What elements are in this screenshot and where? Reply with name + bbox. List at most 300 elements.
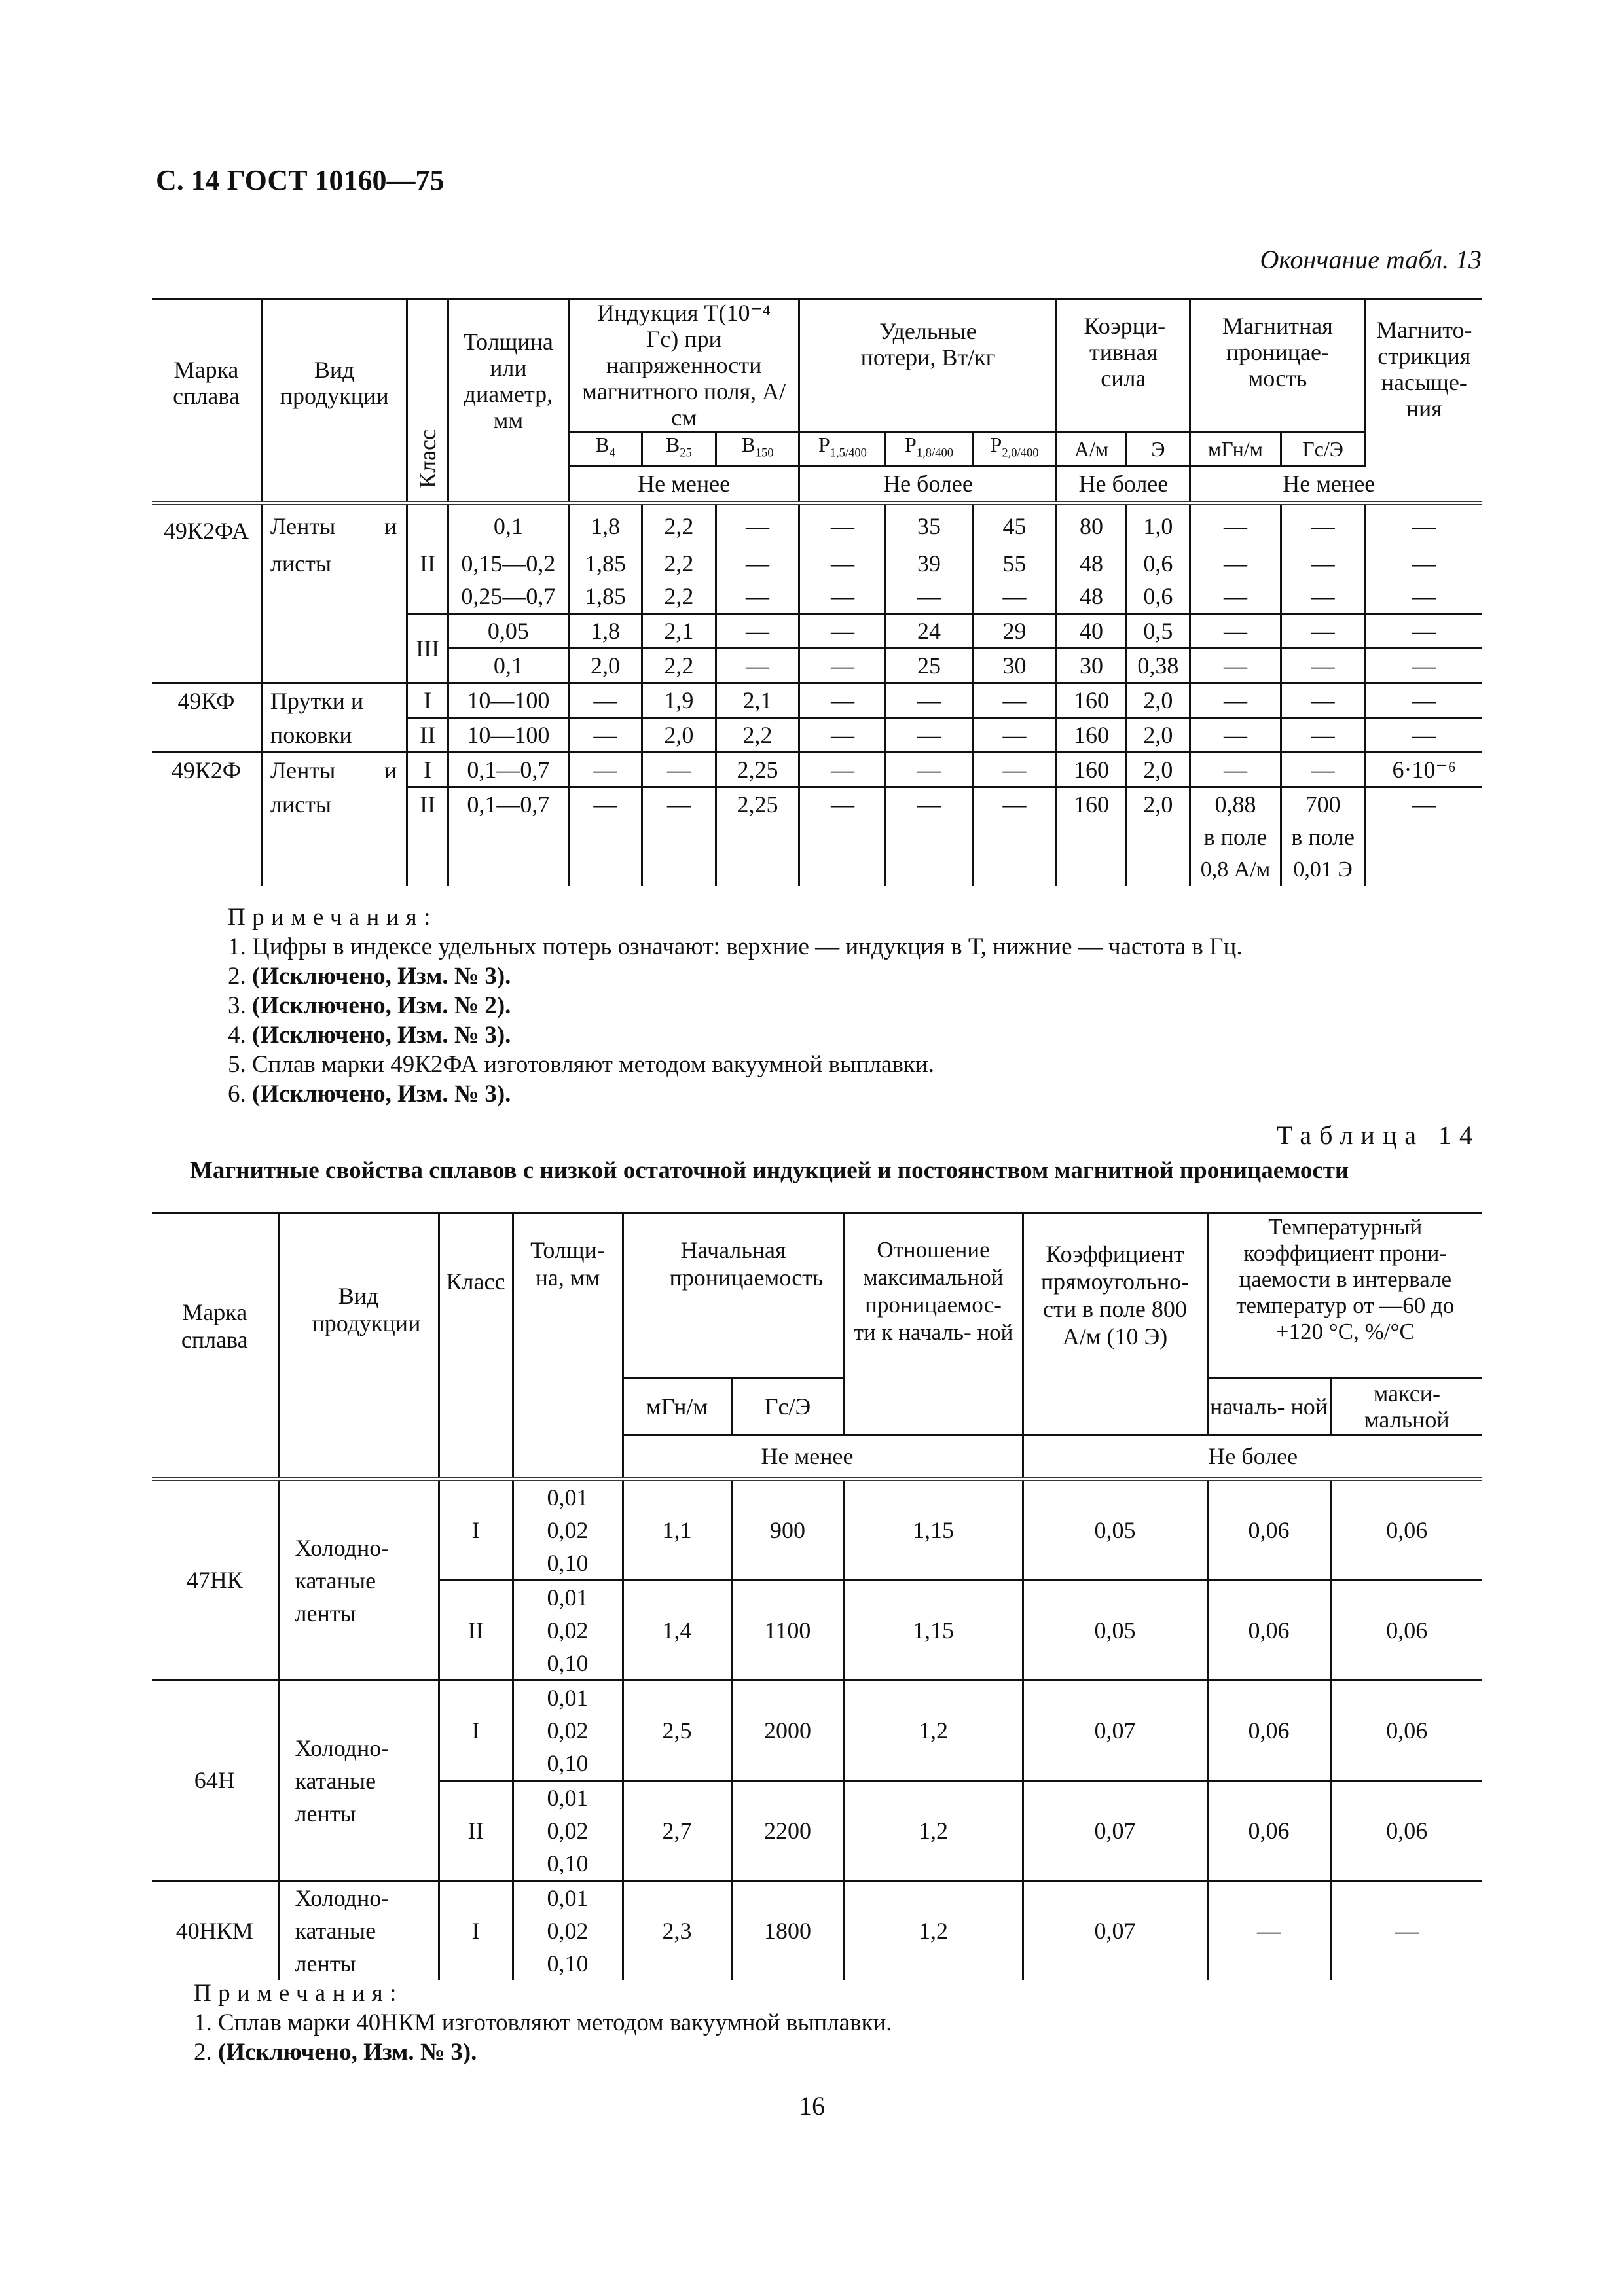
header-am: А/м — [1057, 432, 1126, 466]
cell-p15 — [799, 853, 886, 886]
cell-p20: 29 — [972, 614, 1057, 649]
cell-am: 160 — [1057, 787, 1126, 821]
cell-temp-maximal: — — [1330, 1881, 1482, 1981]
cell-mgn: 2,3 — [623, 1881, 731, 1981]
header-losses-not-more: Не более — [799, 466, 1057, 503]
cell-class: II — [407, 547, 448, 580]
cell-grade — [152, 821, 261, 853]
cell-p18: — — [886, 753, 972, 787]
header-thickness: Толщина или диаметр, мм — [448, 299, 568, 503]
cell-product — [261, 580, 407, 614]
cell-mgn: 0,8 А/м — [1190, 853, 1281, 886]
table-row — [152, 1681, 1482, 1781]
cell-gso: — — [1281, 547, 1365, 580]
cell-b150: — — [716, 649, 799, 683]
cell-p18: — — [886, 718, 972, 753]
cell-ratio: 1,2 — [844, 1781, 1023, 1881]
header-b25: $B_{25}$ — [642, 432, 716, 466]
cell-thickness: 0,15—0,2 — [448, 547, 568, 580]
cell-oe: 0,38 — [1126, 649, 1190, 683]
cell-am: 160 — [1057, 753, 1126, 787]
cell-am — [1057, 821, 1126, 853]
cell-gso: — — [1281, 649, 1365, 683]
cell-p18: — — [886, 683, 972, 718]
cell-b4 — [568, 853, 642, 886]
header-induction-not-less: Не менее — [568, 466, 799, 503]
header-oe: Э — [1126, 432, 1190, 466]
cell-thickness — [513, 1681, 623, 1781]
header-losses: Удельные потери, Вт/кг — [799, 299, 1057, 432]
cell-grade — [152, 614, 261, 649]
cell-temp-initial: 0,06 — [1207, 1681, 1330, 1781]
cell-b4: — — [568, 787, 642, 821]
cell-oe: 0,6 — [1126, 580, 1190, 614]
cell-grade: 47НК — [152, 1479, 278, 1681]
cell-p20: 45 — [972, 503, 1057, 548]
cell-temp-initial: — — [1207, 1881, 1330, 1981]
thickness-value: 0,01 — [547, 1585, 589, 1611]
cell-ratio: 1,2 — [844, 1881, 1023, 1981]
cell-thickness — [513, 1581, 623, 1681]
note-2: 2. (Исключено, Изм. № 3). — [194, 2039, 477, 2066]
cell-p18: — — [886, 787, 972, 821]
cell-class: II — [439, 1581, 513, 1681]
header-coercive: Коэрци- тивная сила — [1057, 299, 1190, 432]
table-row — [152, 683, 1482, 718]
cell-ratio: 1,15 — [844, 1581, 1023, 1681]
table-14-header-row-1 — [152, 1213, 1482, 1378]
cell-oe: 2,0 — [1126, 718, 1190, 753]
cell-grade — [152, 853, 261, 886]
note-1: 1. Сплав марки 40НКМ изготовляют методом вакуумной выплавки. — [194, 2009, 892, 2036]
cell-class — [407, 853, 448, 886]
cell-p18 — [886, 853, 972, 886]
cell-oe — [1126, 821, 1190, 853]
thickness-value: 0,10 — [547, 1750, 589, 1776]
cell-p18: 24 — [886, 614, 972, 649]
cell-p20: — — [972, 787, 1057, 821]
cell-p18: — — [886, 580, 972, 614]
cell-ratio: 1,15 — [844, 1479, 1023, 1581]
page-header: С. 14 ГОСТ 10160—75 — [156, 164, 445, 196]
cell-gso: — — [1281, 718, 1365, 753]
thickness-value: 0,02 — [547, 1517, 589, 1543]
cell-magnetostriction: 6·10⁻⁶ — [1365, 753, 1482, 787]
cell-oe: 2,0 — [1126, 683, 1190, 718]
cell-b150: 2,2 — [716, 718, 799, 753]
cell-b4: 2,0 — [568, 649, 642, 683]
table-row — [152, 1881, 1482, 1981]
header-grade: Марка сплава — [152, 1213, 278, 1479]
cell-b25 — [642, 853, 716, 886]
cell-gso: 2000 — [731, 1681, 844, 1781]
table-continuation-caption: Окончание табл. 13 — [1260, 245, 1482, 274]
header-class: Класс — [407, 299, 448, 503]
cell-oe: 1,0 — [1126, 503, 1190, 548]
cell-temp-maximal: 0,06 — [1330, 1681, 1482, 1781]
table-row — [152, 503, 1482, 548]
notes-title: Примечания: — [194, 1980, 403, 2007]
cell-mgn: — — [1190, 718, 1281, 753]
cell-thickness: 0,1 — [448, 503, 568, 548]
cell-rect: 0,07 — [1023, 1881, 1207, 1981]
cell-thickness: 0,05 — [448, 614, 568, 649]
thickness-value: 0,02 — [547, 1617, 589, 1643]
cell-grade: 40НКМ — [152, 1881, 278, 1981]
cell-b25 — [642, 821, 716, 853]
page-number: 16 — [799, 2091, 825, 2121]
cell-b4: 1,8 — [568, 614, 642, 649]
table-13-notes-list — [228, 932, 1243, 1109]
cell-magnetostriction: — — [1412, 550, 1436, 577]
cell-oe: 0,6 — [1126, 547, 1190, 580]
cell-gso: — — [1281, 753, 1365, 787]
cell-p20: — — [972, 580, 1057, 614]
note-3: 3. (Исключено, Изм. № 2). — [228, 992, 511, 1019]
cell-thickness — [513, 1479, 623, 1581]
cell-b25: 2,1 — [642, 614, 716, 649]
cell-b150: 2,1 — [716, 683, 799, 718]
cell-am: 48 — [1057, 580, 1126, 614]
cell-b4: 1,85 — [568, 580, 642, 614]
thickness-value: 0,02 — [547, 1818, 589, 1844]
table-14 — [152, 1212, 1482, 1980]
cell-thickness — [448, 821, 568, 853]
cell-p20: — — [972, 753, 1057, 787]
header-p20: $P_{2,0/400}$ — [972, 432, 1057, 466]
table-row — [152, 649, 1482, 683]
cell-thickness: 0,1 — [448, 649, 568, 683]
cell-class: I — [439, 1881, 513, 1981]
cell-oe — [1126, 853, 1190, 886]
header-p18: $P_{1,8/400}$ — [886, 432, 972, 466]
cell-product: Холодно- катаные ленты — [278, 1881, 439, 1981]
cell-thickness — [513, 1781, 623, 1881]
thickness-value: 0,01 — [547, 1785, 589, 1811]
cell-am: 160 — [1057, 718, 1126, 753]
cell-gso: 2200 — [731, 1781, 844, 1881]
cell-thickness: 0,25—0,7 — [448, 580, 568, 614]
cell-mgn: 1,4 — [623, 1581, 731, 1681]
cell-grade — [152, 787, 261, 821]
cell-oe: 2,0 — [1126, 787, 1190, 821]
cell-product — [261, 853, 407, 886]
cell-grade: 64Н — [152, 1681, 278, 1881]
note-5: 5. Сплав марки 49К2ФА изготовляют методом вакуумной выплавки. — [228, 1051, 935, 1078]
table-row — [152, 718, 1482, 753]
cell-b150: — — [716, 547, 799, 580]
cell-class — [407, 580, 448, 614]
cell-class: I — [439, 1681, 513, 1781]
cell-rect: 0,07 — [1023, 1681, 1207, 1781]
cell-am: 160 — [1057, 683, 1126, 718]
cell-p18: 39 — [886, 547, 972, 580]
cell-magnetostriction: — — [1365, 787, 1482, 821]
cell-p20 — [972, 853, 1057, 886]
cell-thickness: 0,1—0,7 — [448, 753, 568, 787]
header-mgn: мГн/м — [1190, 432, 1281, 466]
cell-p15: — — [799, 547, 886, 580]
cell-p15 — [799, 821, 886, 853]
header-gso: Гс/Э — [1281, 432, 1365, 466]
cell-p15: — — [799, 753, 886, 787]
cell-b4: — — [568, 753, 642, 787]
table-14-title: Магнитные свойства сплавов с низкой остаточной индукцией и постоянством магнитной проницаемости — [190, 1157, 1349, 1184]
header-not-more: Не более — [1023, 1435, 1482, 1479]
cell-thickness — [448, 853, 568, 886]
header-gso: Гс/Э — [731, 1378, 844, 1435]
cell-product: листы — [261, 547, 407, 580]
cell-gso: — — [1281, 503, 1365, 548]
cell-grade — [152, 580, 261, 614]
table-row — [152, 614, 1482, 649]
cell-mgn: — — [1190, 580, 1281, 614]
notes-title: Примечания: — [228, 904, 437, 931]
table-13-notes — [228, 903, 437, 932]
header-induction: Индукция Т(10⁻⁴ Гс) при напряженности магнитного поля, А/см — [568, 299, 799, 432]
cell-p20: — — [972, 683, 1057, 718]
cell-p15: — — [799, 718, 886, 753]
cell-magnetostriction — [1365, 821, 1482, 853]
cell-oe: 2,0 — [1126, 753, 1190, 787]
table-row — [152, 580, 1482, 614]
header-product: Вид продукции — [261, 299, 407, 466]
cell-p18: 35 — [886, 503, 972, 548]
cell-b150: 2,25 — [716, 787, 799, 821]
cell-p20 — [972, 821, 1057, 853]
cell-grade: 49К2ФА — [152, 503, 261, 548]
cell-product: Ленты и — [261, 503, 407, 548]
cell-p15: — — [799, 614, 886, 649]
cell-magnetostriction: — — [1365, 614, 1482, 649]
cell-class: I — [407, 753, 448, 787]
note-4: 4. (Исключено, Изм. № 3). — [228, 1022, 511, 1049]
cell-p15: — — [799, 580, 886, 614]
thickness-value: 0,10 — [547, 1550, 589, 1576]
cell-class: III — [407, 614, 448, 683]
cell-b150: — — [716, 580, 799, 614]
cell-rect: 0,05 — [1023, 1479, 1207, 1581]
cell-grade: 49К2Ф — [152, 753, 261, 787]
cell-magnetostriction — [1365, 853, 1482, 886]
cell-gso: 700 — [1281, 787, 1365, 821]
header-not-less: Не менее — [623, 1435, 1023, 1479]
cell-gso: 1100 — [731, 1581, 844, 1681]
cell-class: II — [407, 718, 448, 753]
cell-thickness — [513, 1881, 623, 1981]
cell-grade — [152, 649, 261, 683]
cell-class: II — [439, 1781, 513, 1881]
header-initial-perm: Начальная проницаемость — [623, 1213, 844, 1378]
cell-gso: в поле — [1281, 821, 1365, 853]
cell-product — [261, 821, 407, 853]
cell-gso: 900 — [731, 1479, 844, 1581]
cell-mgn: — — [1190, 753, 1281, 787]
header-maximal: макси- мальной — [1330, 1378, 1482, 1435]
cell-b150: 2,25 — [716, 753, 799, 787]
cell-am: 80 — [1057, 503, 1126, 548]
table-13-header-row-3 — [152, 466, 1482, 503]
cell-b4: 1,8 — [568, 503, 642, 548]
cell-gso: 1800 — [731, 1881, 844, 1981]
cell-b150: — — [716, 614, 799, 649]
header-class: Класс — [439, 1213, 513, 1479]
cell-b4: — — [568, 683, 642, 718]
cell-rect: 0,07 — [1023, 1781, 1207, 1881]
cell-product: Прутки и — [261, 683, 407, 718]
cell-p20: — — [972, 718, 1057, 753]
header-p15: $P_{1,5/400}$ — [799, 432, 886, 466]
cell-b4: 1,85 — [568, 547, 642, 580]
cell-b25: 1,9 — [642, 683, 716, 718]
cell-p15: — — [799, 649, 886, 683]
cell-gso: — — [1281, 580, 1365, 614]
cell-grade — [152, 718, 261, 753]
cell-product: Ленты и — [261, 753, 407, 787]
cell-mgn: — — [1190, 614, 1281, 649]
table-row — [152, 821, 1482, 853]
cell-temp-initial: 0,06 — [1207, 1479, 1330, 1581]
cell-class: I — [439, 1479, 513, 1581]
cell-am: 30 — [1057, 649, 1126, 683]
cell-mgn: 2,7 — [623, 1781, 731, 1881]
cell-p20: 30 — [972, 649, 1057, 683]
cell-mgn: 0,88 — [1190, 787, 1281, 821]
cell-b25: 2,2 — [642, 547, 716, 580]
cell-b25: 2,0 — [642, 718, 716, 753]
header-product: Вид продукции — [278, 1213, 439, 1479]
header-b150: $B_{150}$ — [716, 432, 799, 466]
cell-b25: 2,2 — [642, 503, 716, 548]
cell-mgn: 1,1 — [623, 1479, 731, 1581]
cell-temp-maximal: 0,06 — [1386, 1516, 1428, 1543]
note-6: 6. (Исключено, Изм. № 3). — [228, 1081, 511, 1107]
header-mgn: мГн/м — [623, 1378, 731, 1435]
header-permeability: Магнитная проницае- мость — [1190, 299, 1365, 432]
cell-b25: — — [642, 753, 716, 787]
cell-magnetostriction: — — [1412, 583, 1436, 610]
cell-thickness: 10—100 — [448, 718, 568, 753]
thickness-value: 0,10 — [547, 1850, 589, 1876]
cell-am — [1057, 853, 1126, 886]
cell-mgn: 2,5 — [623, 1681, 731, 1781]
thickness-value: 0,01 — [547, 1685, 589, 1711]
cell-product: Холодно- катаные ленты — [278, 1681, 439, 1881]
header-product-spacer — [261, 466, 407, 503]
note-1: 1. Цифры в индексе удельных потерь означают: верхние — индукция в Т, нижние — частота в Гц. — [228, 933, 1243, 960]
cell-b25: — — [642, 787, 716, 821]
cell-am: 40 — [1057, 614, 1126, 649]
cell-b150: — — [716, 503, 799, 548]
cell-grade: 49КФ — [152, 683, 261, 718]
cell-product: поковки — [261, 718, 407, 753]
table-13-header-row-1 — [152, 299, 1482, 432]
cell-b25: 2,2 — [642, 649, 716, 683]
cell-am: 48 — [1057, 547, 1126, 580]
cell-product — [261, 649, 407, 683]
cell-b4: — — [568, 718, 642, 753]
table-row — [152, 787, 1482, 821]
header-coercive-not-more: Не более — [1057, 466, 1190, 503]
cell-ratio: 1,2 — [844, 1681, 1023, 1781]
thickness-value: 0,10 — [547, 1650, 589, 1676]
cell-gso: 0,01 Э — [1281, 853, 1365, 886]
table-14-body — [152, 1479, 1482, 1981]
cell-gso: — — [1281, 683, 1365, 718]
cell-p20: 55 — [972, 547, 1057, 580]
cell-mgn: — — [1190, 649, 1281, 683]
header-grade: Марка сплава — [152, 299, 261, 466]
thickness-value: 0,01 — [547, 1885, 589, 1911]
cell-magnetostriction: — — [1365, 649, 1482, 683]
header-b4: $B_4$ — [568, 432, 642, 466]
thickness-value: 0,01 — [547, 1484, 589, 1511]
table-13 — [152, 298, 1482, 886]
cell-product — [261, 614, 407, 649]
cell-magnetostriction: — — [1365, 718, 1482, 753]
table-row — [152, 547, 1482, 580]
header-grade-spacer — [152, 466, 261, 503]
cell-gso: — — [1281, 614, 1365, 649]
cell-mgn: — — [1190, 547, 1281, 580]
cell-p15: — — [799, 683, 886, 718]
header-thickness: Толщи- на, мм — [513, 1213, 623, 1479]
header-magnetostriction: Магнито- стрикция насыще- ния — [1365, 299, 1482, 432]
cell-rect: 0,05 — [1023, 1581, 1207, 1681]
cell-magnetostriction: — — [1365, 683, 1482, 718]
note-2: 2. (Исключено, Изм. № 3). — [228, 963, 511, 990]
cell-temp-maximal: 0,06 — [1330, 1581, 1482, 1681]
cell-p18: 25 — [886, 649, 972, 683]
cell-mgn: — — [1190, 683, 1281, 718]
header-ratio: Отношение максимальной проницаемос- ти к началь- ной — [844, 1213, 1023, 1435]
cell-thickness: 10—100 — [448, 683, 568, 718]
cell-product: Холодно- катаные ленты — [278, 1479, 439, 1681]
header-initial: началь- ной — [1207, 1378, 1330, 1435]
cell-b150 — [716, 853, 799, 886]
cell-p15: — — [799, 503, 886, 548]
cell-class — [407, 821, 448, 853]
table-row — [152, 853, 1482, 886]
thickness-value: 0,02 — [547, 1918, 589, 1944]
thickness-value: 0,10 — [547, 1950, 589, 1977]
cell-b150 — [716, 821, 799, 853]
cell-mgn: в поле — [1190, 821, 1281, 853]
table-row — [152, 753, 1482, 787]
cell-product: листы — [261, 787, 407, 821]
cell-temp-initial: 0,06 — [1207, 1781, 1330, 1881]
cell-magnetostriction: — — [1412, 513, 1436, 540]
header-temp: Температурный коэффициент прони- цаемости в интервале температур от —60 до +120 °С, %/°С — [1207, 1213, 1482, 1378]
cell-p18 — [886, 821, 972, 853]
cell-thickness: 0,1—0,7 — [448, 787, 568, 821]
cell-temp-initial: 0,06 — [1207, 1581, 1330, 1681]
table-row — [152, 1479, 1482, 1581]
cell-temp-maximal: 0,06 — [1330, 1781, 1482, 1881]
cell-class: II — [407, 787, 448, 821]
cell-oe: 0,5 — [1126, 614, 1190, 649]
header-rect: Коэффициент прямоугольно- сти в поле 800 А/м (10 Э) — [1023, 1213, 1207, 1435]
cell-mgn: — — [1190, 503, 1281, 548]
thickness-value: 0,02 — [547, 1717, 589, 1744]
cell-b4 — [568, 821, 642, 853]
cell-class: I — [407, 683, 448, 718]
cell-grade — [152, 547, 261, 580]
header-permeability-not-less: Не менее — [1190, 466, 1482, 503]
cell-b25: 2,2 — [642, 580, 716, 614]
cell-p15: — — [799, 787, 886, 821]
cell-class — [407, 503, 448, 548]
